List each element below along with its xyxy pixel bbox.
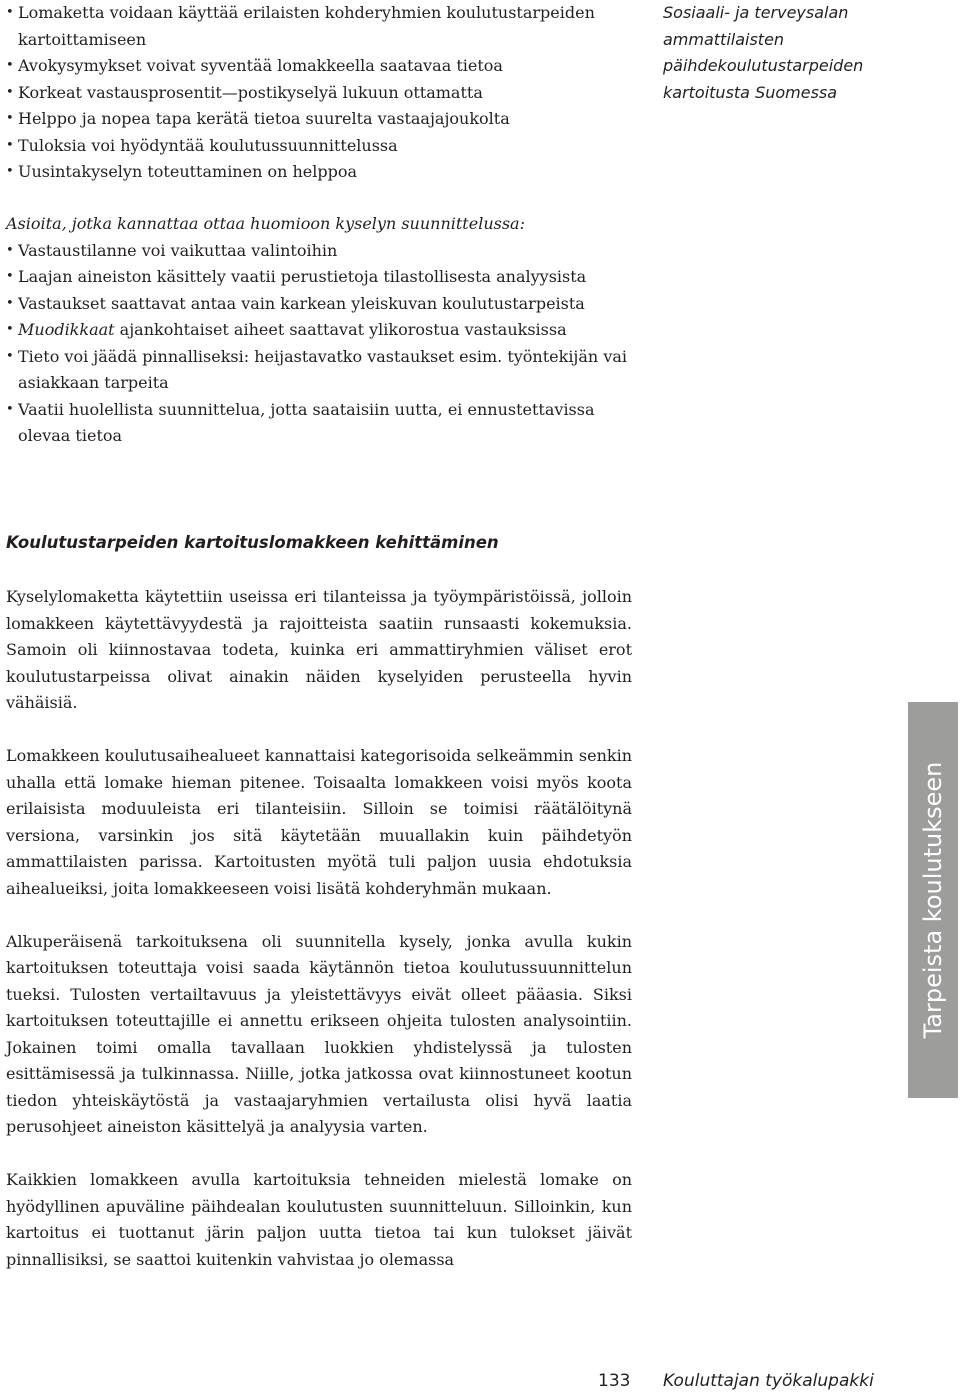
list-item: [6, 317, 638, 344]
list-item: • Tieto voi jäädä pinnalliseksi: heijastavatko vastaukset esim. työntekijän vai asiakkaan tarpeita: [6, 344, 638, 397]
benefits-list: [6, 0, 638, 186]
list-item: • Helppo ja nopea tapa kerätä tietoa suurelta vastaajajoukolta: [6, 106, 638, 133]
page-number: 133: [598, 1371, 631, 1391]
italic-lead: Muodikkaat: [18, 320, 115, 339]
section-tab: [908, 702, 958, 1098]
list-item: • Vaatii huolellista suunnittelua, jotta saataisiin uutta, ei ennustettavissa olevaa tietoa: [6, 397, 638, 450]
item-rest: ajankohtaiset aiheet saattavat ylikorostua vastauksissa: [114, 320, 567, 339]
list-item: • Vastaustilanne voi vaikuttaa valintoihin: [6, 238, 638, 265]
paragraph: Kyselylomaketta käytettiin useissa eri tilanteissa ja työympäristöissä, jolloin lomakkeen käytettävyydestä ja rajoitteista saatiin runsaasti kokemuksia. Samoin oli kiinnostavaa todeta, kuinka eri ammattiryhmien väliset erot koulutustarpeissa olivat ainakin näiden kyselyiden perusteella hyvin vähäisiä.: [6, 587, 632, 712]
list-item: • Uusintakyselyn toteuttaminen on helppoa: [6, 159, 638, 186]
list-item: • Tuloksia voi hyödyntää koulutussuunnittelussa: [6, 133, 638, 160]
body-text: [6, 584, 632, 1300]
section-tab-label: Tarpeista koulutukseen: [919, 761, 947, 1039]
considerations-list: [6, 238, 638, 450]
list-item: • Laajan aineiston käsittely vaatii perustietoja tilastollisesta analyysista: [6, 264, 638, 291]
considerations-intro: Asioita, jotka kannattaa ottaa huomioon kyselyn suunnittelussa:: [6, 214, 525, 233]
considerations-section: [6, 211, 638, 450]
side-title: Sosiaali- ja terveysalan ammattilaisten päihdekoulutustarpeiden kartoitusta Suomessa: [663, 3, 864, 102]
list-item: • Avokysymykset voivat syventää lomakkeella saatavaa tietoa: [6, 53, 638, 80]
paragraph: Lomakkeen koulutusaihealueet kannattaisi kategorisoida selkeämmin senkin uhalla että lomake hieman pitenee. Toisaalta lomakkeen voisi myös koota erilaisista moduuleista eri tilanteisiin. Silloin se toimisi räätälöitynä versiona, varsinkin jos sitä käytetään muuallakin kuin päihdetyön ammattilaisten parissa. Kartoitusten myötä tuli paljon uusia ehdotuksia aihealueiksi, joita lomakkeeseen voisi lisätä kohderyhmän mukaan.: [6, 746, 632, 898]
paragraph: Kaikkien lomakkeen avulla kartoituksia tehneiden mielestä lomake on hyödyllinen apuväline päihdealan koulutusten suunnitteluun. Silloinkin, kun kartoitus ei tuottanut järin paljon uutta tietoa tai kun tulokset jäivät pinnallisiksi, se saattoi kuitenkin vahvistaa jo olemassa: [6, 1170, 632, 1269]
list-item: • Korkeat vastausprosentit—postikyselyä lukuun ottamatta: [6, 80, 638, 107]
list-item: • Vastaukset saattavat antaa vain karkean yleiskuvan koulutustarpeista: [6, 291, 638, 318]
section-heading: Koulutustarpeiden kartoituslomakkeen kehittäminen: [6, 533, 499, 552]
list-item: • Lomaketta voidaan käyttää erilaisten kohderyhmien koulutustarpeiden kartoittamiseen: [6, 0, 638, 53]
publication-title: Kouluttajan työkalupakki: [663, 1371, 874, 1391]
paragraph: Alkuperäisenä tarkoituksena oli suunnitella kysely, jonka avulla kukin kartoituksen toteuttaja voisi saada käytännön tietoa koulutussuunnittelun tueksi. Tulosten vertailtavuus ja yleistettävyys eivät olleet pääasia. Siksi kartoituksen toteuttajille ei annettu erikseen ohjeita tulosten analysointiin. Jokainen toimi omalla tavallaan luokkien yhdistelyssä ja tulosten esittämisessä ja tulkinnassa. Niille, jotka jatkossa ovat kiinnostuneet kootun tiedon yhteiskäytöstä ja vastaajaryhmien vertailusta olisi hyvä laatia perusohjeet aineiston käsittelyä ja analyysia varten.: [6, 931, 632, 1136]
